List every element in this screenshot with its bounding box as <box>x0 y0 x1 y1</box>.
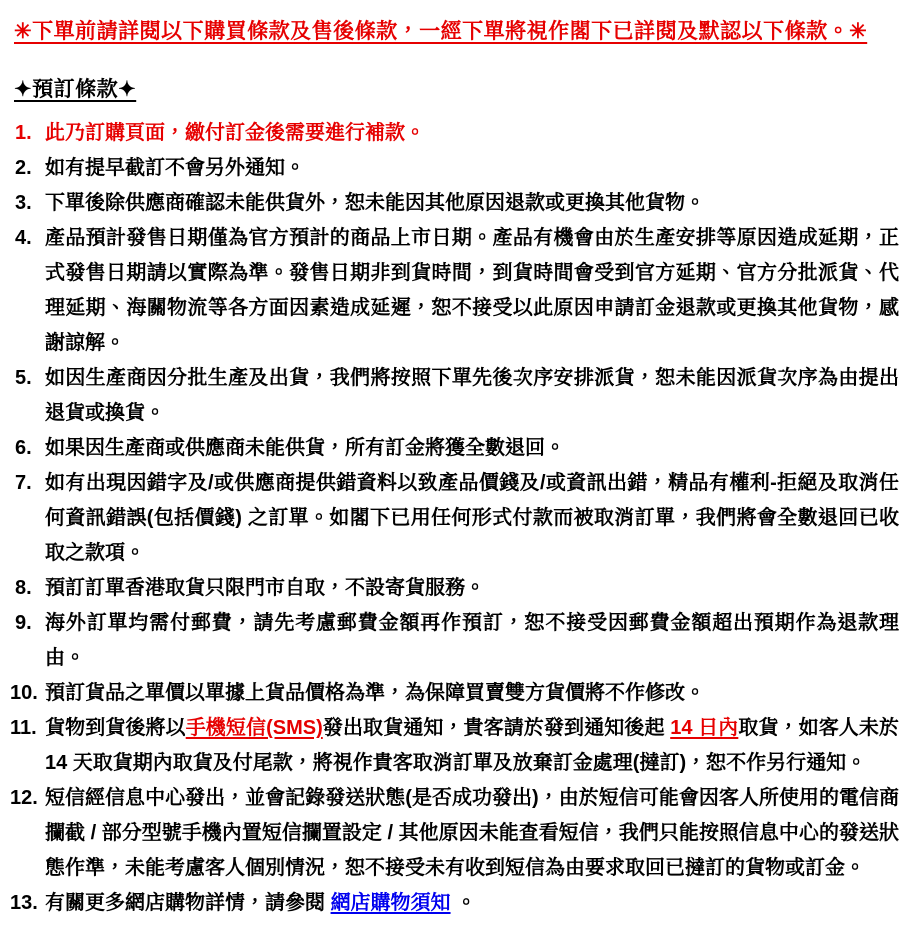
term-item-13 <box>10 886 899 921</box>
term-text <box>45 151 899 186</box>
term-text <box>45 676 899 711</box>
term-item-3 <box>10 186 899 221</box>
term-segment: 海外訂單均需付郵費，請先考慮郵費金額再作預訂，恕不接受因郵費金額超出預期作為退款理由。 <box>45 612 899 670</box>
term-segment: 短信經信息中心發出，並會記錄發送狀態(是否成功發出)，由於短信可能會因客人所使用的電信商攔截 / 部分型號手機內置短信攔置設定 / 其他原因未能查看短信，我們只能按照信息中心的發送狀態作準，未能考慮客人個別情況，恕不接受未有收到短信為由要求取回已撻訂的貨物或訂金。 <box>45 787 899 880</box>
term-segment: 。 <box>450 892 477 915</box>
term-segment: 如果因生產商或供應商未能供貨，所有訂金將獲全數退回。 <box>45 437 565 460</box>
term-number: 3. <box>15 192 32 215</box>
term-text <box>45 361 899 431</box>
term-number: 5. <box>15 367 32 390</box>
terms-list <box>10 116 899 921</box>
term-segment: 取貨，如客人未於 14 天取貨期內取貨及付尾款，將視作貴客取消訂單及放棄訂金處理(撻訂)，恕不作另行通知。 <box>45 717 900 775</box>
term-segment: 預訂訂單香港取貨只限門市自取，不設寄貨服務。 <box>45 577 485 600</box>
term-segment: 貨物到貨後將以 <box>45 717 186 740</box>
term-segment: 如有提早截訂不會另外通知。 <box>45 157 305 180</box>
term-highlight: 14 日內 <box>670 717 739 740</box>
term-number: 9. <box>15 612 32 635</box>
term-highlight: 手機短信(SMS) <box>185 717 323 740</box>
term-segment: 如因生產商因分批生產及出貨，我們將按照下單先後次序安排派貨，恕未能因派貨次序為由提出退貨或換貨。 <box>45 367 899 425</box>
term-segment: 產品預計發售日期僅為官方預計的商品上市日期。產品有機會由於生產安排等原因造成延期，正式發售日期請以實際為準。發售日期非到貨時間，到貨時間會受到官方延期、官方分批派貨、代理延期、海關物流等各方面因素造成延遲，恕不接受以此原因申請訂金退款或更換其他貨物，感謝諒解。 <box>45 227 899 355</box>
term-item-8 <box>10 571 899 606</box>
term-segment: 此乃訂購頁面，繳付訂金後需要進行補款。 <box>45 122 425 145</box>
term-item-6 <box>10 431 899 466</box>
term-item-7 <box>10 466 899 571</box>
term-item-10 <box>10 676 899 711</box>
term-item-9 <box>10 606 899 676</box>
term-item-1 <box>10 116 899 151</box>
term-segment: 如有出現因錯字及/或供應商提供錯資料以致產品價錢及/或資訊出錯，精品有權利-拒絕及取消任何資訊錯誤(包括價錢) 之訂單。如閣下已用任何形式付款而被取消訂單，我們將會全數退回已收取之款項。 <box>45 472 899 565</box>
term-number: 13. <box>10 892 38 915</box>
preorder-terms-title: ✦預訂條款✦ <box>14 78 137 102</box>
term-text <box>45 466 899 571</box>
term-number: 7. <box>15 472 32 495</box>
term-text <box>45 886 899 921</box>
term-text <box>45 431 899 466</box>
term-text <box>45 781 899 886</box>
term-text <box>45 571 899 606</box>
term-item-11 <box>10 711 899 781</box>
term-item-5 <box>10 361 899 431</box>
shop-guide-link[interactable]: 網店購物須知 <box>330 892 451 915</box>
term-segment: 下單後除供應商確認未能供貨外，恕未能因其他原因退款或更換其他貨物。 <box>45 192 705 215</box>
term-text <box>45 711 899 781</box>
term-text <box>45 221 899 361</box>
term-text <box>45 186 899 221</box>
term-item-4 <box>10 221 899 361</box>
term-number: 11. <box>10 717 37 740</box>
term-number: 10. <box>10 682 38 705</box>
term-number: 2. <box>15 157 32 180</box>
term-item-2 <box>10 151 899 186</box>
term-number: 1. <box>15 122 32 145</box>
term-text <box>45 606 899 676</box>
term-segment: 發出取貨通知，貴客請於發到通知後起 <box>322 717 671 740</box>
term-number: 12. <box>10 787 38 810</box>
term-segment: 預訂貨品之單價以單據上貨品價格為準，為保障買賣雙方貨價將不作修改。 <box>45 682 705 705</box>
purchase-notice-header: ✳下單前請詳閱以下購買條款及售後條款，一經下單將視作閣下已詳閱及默認以下條款。✳ <box>14 20 868 43</box>
term-segment: 有關更多網店購物詳情，請參閱 <box>45 892 331 915</box>
term-item-12 <box>10 781 899 886</box>
term-text <box>45 116 899 151</box>
term-number: 6. <box>15 437 32 460</box>
term-number: 4. <box>15 227 32 250</box>
term-number: 8. <box>15 577 32 600</box>
